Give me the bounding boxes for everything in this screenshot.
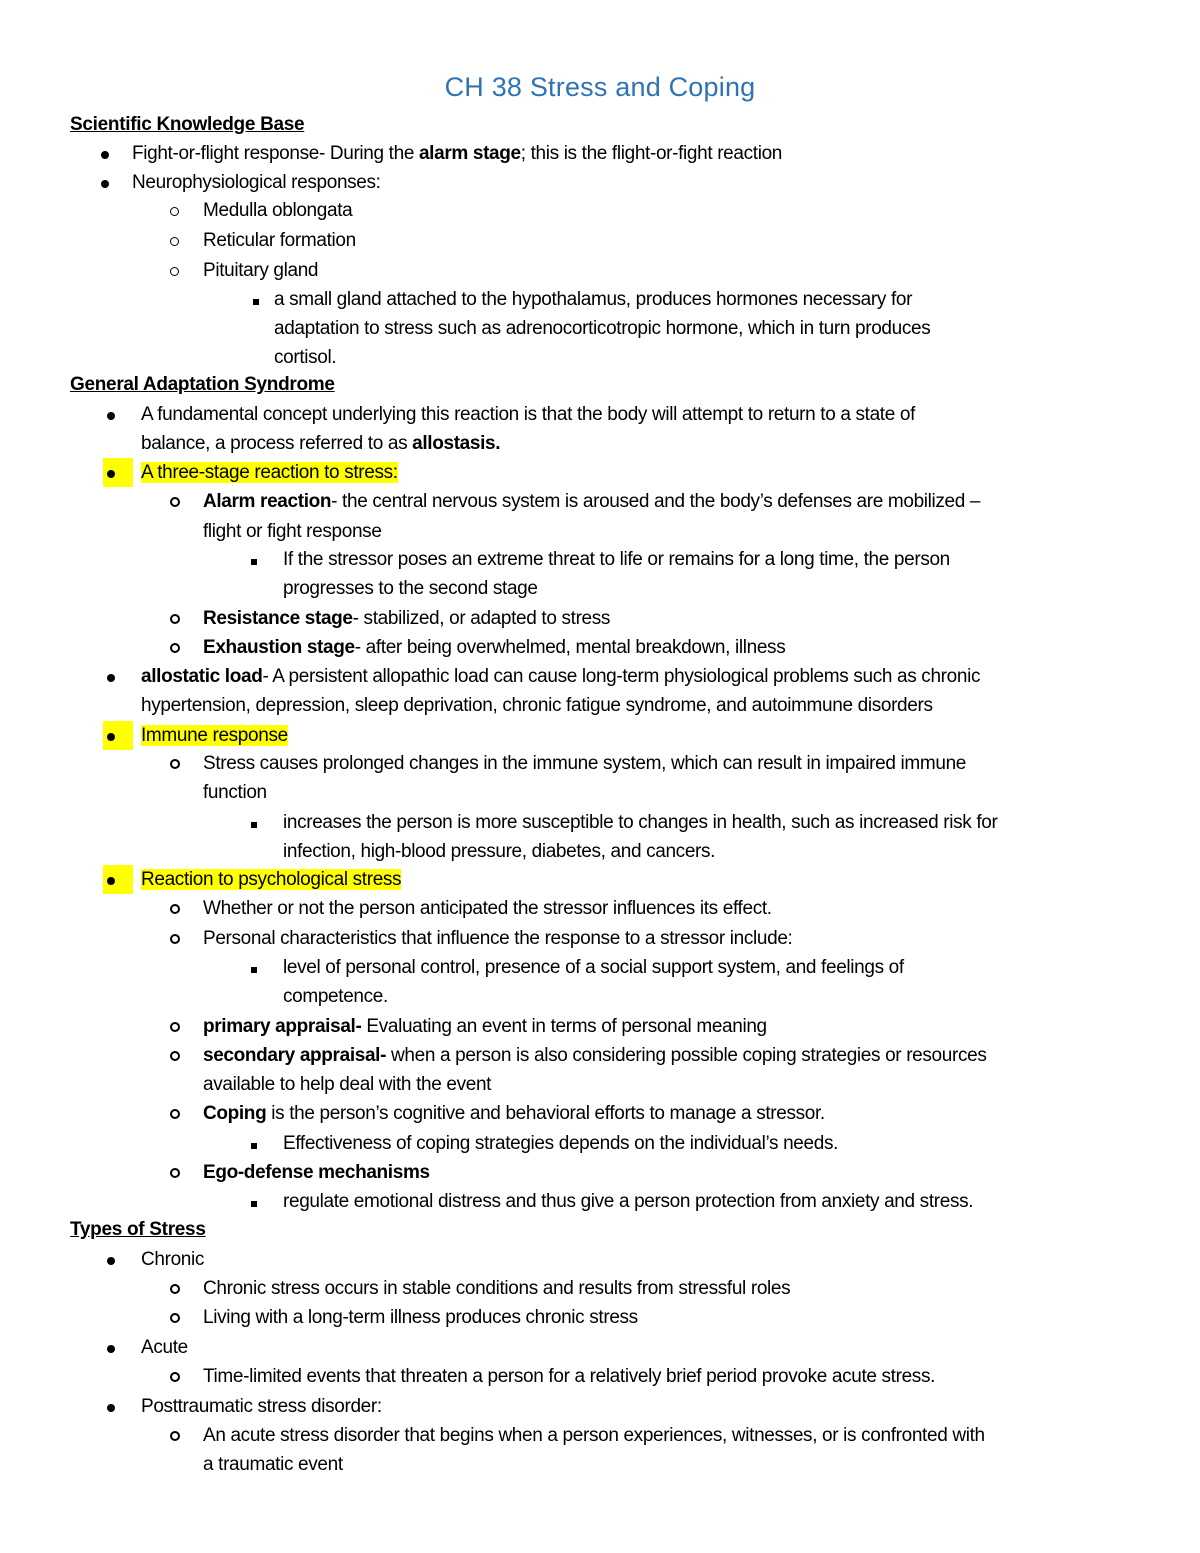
bullet-ring-icon: [170, 1012, 180, 1041]
list-item: Stress causes prolonged changes in the immune system, which can result in impaired immune: [203, 753, 967, 774]
list-item: Fight-or-flight response- During the alarm stage; this is the flight-or-fight reaction: [132, 143, 782, 164]
list-item: Resistance stage- stabilized, or adapted to stress: [203, 608, 611, 629]
bullet-ring-icon: [170, 1303, 180, 1332]
bullet-square-icon: [251, 953, 257, 982]
list-item: increases the person is more susceptible to changes in health, such as increased risk for: [283, 812, 998, 833]
list-item-continuation: hypertension, depression, sleep deprivation, chronic fatigue syndrome, and autoimmune disorders: [141, 695, 933, 716]
list-item-continuation: available to help deal with the event: [203, 1074, 492, 1095]
bullet-dot-icon: [107, 1245, 115, 1274]
bullet-dot-icon: [103, 865, 133, 894]
list-item: allostatic load- A persistent allopathic load can cause long-term physiological problems such as chronic: [141, 666, 981, 687]
list-item: regulate emotional distress and thus give a person protection from anxiety and stress.: [283, 1191, 974, 1212]
list-item: Acute: [141, 1337, 188, 1358]
list-item: Posttraumatic stress disorder:: [141, 1396, 382, 1417]
bullet-ring-icon: [170, 226, 179, 255]
bullet-ring-icon: [170, 1158, 180, 1187]
list-item: If the stressor poses an extreme threat to life or remains for a long time, the person: [283, 549, 950, 570]
section-heading-types-of-stress: Types of Stress: [70, 1219, 206, 1240]
list-item-highlighted: Immune response: [141, 725, 288, 746]
list-item: Ego-defense mechanisms: [203, 1162, 430, 1183]
list-item: Living with a long-term illness produces chronic stress: [203, 1307, 638, 1328]
list-item-highlighted: Reaction to psychological stress: [141, 869, 402, 890]
list-item-highlighted: A three-stage reaction to stress:: [141, 462, 398, 483]
bullet-ring-icon: [170, 1421, 180, 1450]
section-heading-scientific-knowledge-base: Scientific Knowledge Base: [70, 114, 305, 135]
bullet-square-icon: [253, 285, 259, 314]
bullet-dot-icon: [101, 139, 109, 168]
list-item-continuation: flight or fight response: [203, 521, 382, 542]
bullet-ring-icon: [170, 894, 180, 923]
list-item-continuation: balance, a process referred to as allostasis.: [141, 433, 501, 454]
bullet-dot-icon: [101, 168, 109, 197]
bullet-ring-icon: [170, 1099, 180, 1128]
list-item: secondary appraisal- when a person is also considering possible coping strategies or resources: [203, 1045, 987, 1066]
page-title: CH 38 Stress and Coping: [444, 72, 756, 102]
list-item: Pituitary gland: [203, 260, 319, 281]
bullet-square-icon: [251, 545, 257, 574]
list-item-continuation: infection, high-blood pressure, diabetes, and cancers.: [283, 841, 716, 862]
list-item-continuation: adaptation to stress such as adrenocorticotropic hormone, which in turn produces: [274, 318, 931, 339]
list-item: Time-limited events that threaten a person for a relatively brief period provoke acute stress.: [203, 1366, 936, 1387]
list-item: Exhaustion stage- after being overwhelmed, mental breakdown, illness: [203, 637, 786, 658]
bullet-ring-icon: [170, 256, 179, 285]
list-item: a small gland attached to the hypothalamus, produces hormones necessary for: [274, 289, 913, 310]
list-item: primary appraisal- Evaluating an event in terms of personal meaning: [203, 1016, 767, 1037]
list-item: Neurophysiological responses:: [132, 172, 381, 193]
list-item-continuation: function: [203, 782, 267, 803]
bullet-dot-icon: [103, 458, 133, 487]
bullet-dot-icon: [107, 1333, 115, 1362]
list-item: Personal characteristics that influence the response to a stressor include:: [203, 928, 793, 949]
list-item-continuation: competence.: [283, 986, 388, 1007]
list-item: level of personal control, presence of a social support system, and feelings of: [283, 957, 904, 978]
list-item: A fundamental concept underlying this reaction is that the body will attempt to return to a state of: [141, 404, 916, 425]
list-item: An acute stress disorder that begins when a person experiences, witnesses, or is confronted with: [203, 1425, 985, 1446]
bullet-dot-icon: [107, 662, 115, 691]
list-item-continuation: cortisol.: [274, 347, 337, 368]
list-item: Alarm reaction- the central nervous system is aroused and the body’s defenses are mobilized –: [203, 491, 981, 512]
list-item: Chronic: [141, 1249, 205, 1270]
bullet-square-icon: [251, 1129, 257, 1158]
list-item: Reticular formation: [203, 230, 356, 251]
bullet-dot-icon: [107, 400, 115, 429]
bullet-ring-icon: [170, 749, 180, 778]
bullet-ring-icon: [170, 633, 180, 662]
bullet-ring-icon: [170, 196, 179, 225]
bullet-ring-icon: [170, 487, 180, 516]
bullet-ring-icon: [170, 1362, 180, 1391]
list-item-continuation: progresses to the second stage: [283, 578, 538, 599]
list-item-continuation: a traumatic event: [203, 1454, 343, 1475]
bullet-ring-icon: [170, 1041, 180, 1070]
list-item: Whether or not the person anticipated the stressor influences its effect.: [203, 898, 772, 919]
bullet-square-icon: [251, 808, 257, 837]
list-item: Medulla oblongata: [203, 200, 353, 221]
bullet-ring-icon: [170, 924, 180, 953]
bullet-dot-icon: [107, 1392, 115, 1421]
bullet-dot-icon: [103, 721, 133, 750]
list-item: Effectiveness of coping strategies depends on the individual’s needs.: [283, 1133, 839, 1154]
bullet-ring-icon: [170, 604, 180, 633]
bullet-square-icon: [251, 1187, 257, 1216]
bullet-ring-icon: [170, 1274, 180, 1303]
list-item: Chronic stress occurs in stable conditions and results from stressful roles: [203, 1278, 791, 1299]
section-heading-general-adaptation-syndrome: General Adaptation Syndrome: [70, 374, 335, 395]
list-item: Coping is the person’s cognitive and behavioral efforts to manage a stressor.: [203, 1103, 825, 1124]
